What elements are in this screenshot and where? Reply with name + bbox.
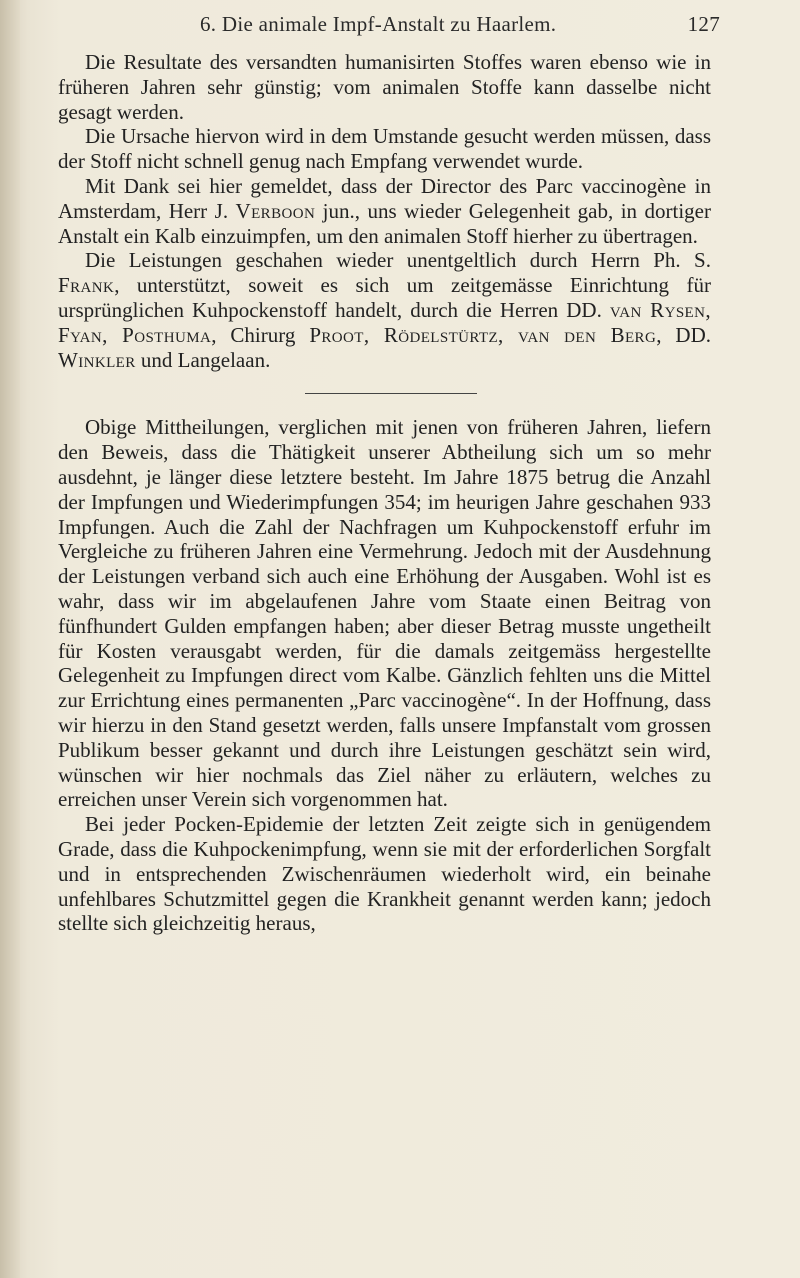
paragraph-4-d: , DD. xyxy=(656,322,711,347)
name-frank: Frank xyxy=(58,273,115,298)
paragraph-2: Die Ursache hiervon wird in dem Umstande gesucht werden müssen, dass der Stoff nicht schnell genug nach Empfang verwendet wurde. xyxy=(58,124,711,174)
paragraph-5: Obige Mittheilungen, verglichen mit jenen von früheren Jahren, liefern den Beweis, dass die Thätigkeit unserer Abtheilung sich um so mehr ausdehnt, je länger diese letztere besteht. Im Jahre 1875 betrug die Anzahl der Impfungen und Wiederimpfungen 354; im heurigen Jahre geschahen 933 Impfungen. Auch die Zahl der Nachfragen um Kuhpockenstoff erfuhr im Vergleiche zu früheren Jahren eine Vermehrung. Jedoch mit der Ausdehnung der Leistungen verband sich auch eine Erhöhung der Ausgaben. Wohl ist es wahr, dass wir im abgelaufenen Jahre vom Staate einen Beitrag von fünfhundert Gulden empfangen haben; aber dieser Betrag musste ungetheilt für Kosten verausgabt werden, für die damals zeitgemäss hergestellte Gelegenheit zu Impfungen direct vom Kalbe. Gänzlich fehlten uns die Mittel zur Errichtung eines permanenten „Parc vaccinogène“. In der Hoffnung, dass wir hierzu in den Stand gesetzt werden, falls unsere Impfanstalt vom grossen Publikum besser gekannt und durch ihre Leistungen geschätzt sein wird, wünschen wir hier nochmals das Ziel näher zu erläutern, welches zu erreichen unser Verein sich vorgenommen hat. xyxy=(58,415,711,812)
page-number: 127 xyxy=(687,12,720,36)
paragraph-1: Die Resultate des versandten humanisirten Stoffes waren ebenso wie in früheren Jahren sehr günstig; vom animalen Stoffe kann dasselbe nicht gesagt werden. xyxy=(58,50,711,124)
section-separator-rule xyxy=(305,393,477,394)
paragraph-6: Bei jeder Pocken-Epidemie der letzten Zeit zeigte sich in genügendem Grade, dass die Kuhpockenimpfung, wenn sie mit der erforderlichen Sorgfalt und in entsprechenden Zwischenräumen wiederholt wird, ein beinahe unfehlbares Schutzmittel gegen die Krankheit genannt werden kann; jedoch stellte sich gleichzeitig heraus, xyxy=(58,812,711,936)
paragraph-4-e: und Langelaan. xyxy=(135,347,271,372)
paragraph-4-a: Die Leistungen geschahen wieder unentgeltlich durch Herrn Ph. S. xyxy=(85,248,711,273)
names-doctors: van Rysen, Fyan, Posthuma xyxy=(58,297,712,347)
paragraph-4 xyxy=(58,248,711,372)
paragraph-4-c: , Chirurg xyxy=(211,322,310,347)
paragraph-3 xyxy=(58,174,711,248)
name-langelaan: Winkler xyxy=(58,347,136,372)
paragraph-3-a: Mit Dank sei hier gemeldet, dass der Director des Parc vaccinogène in Amsterdam, Herr J. xyxy=(58,173,711,223)
names-doctors-2: Proot, Rödelstürtz, van den Berg xyxy=(309,322,657,347)
paragraph-3-b: jun., uns wieder Gelegenheit gab, in dortiger Anstalt ein Kalb einzuimpfen, um den animalen Stoff hierher zu übertragen. xyxy=(58,198,711,248)
name-verboon: Verboon xyxy=(235,198,316,223)
body-text xyxy=(58,50,711,936)
paragraph-4-b: , unterstützt, soweit es sich um zeitgemässe Einrichtung für ursprünglichen Kuhpockenstoff handelt, durch die Herren DD. xyxy=(58,273,711,322)
running-head-title: 6. Die animale Impf-Anstalt zu Haarlem. xyxy=(200,12,557,36)
page-gutter xyxy=(0,0,20,1278)
